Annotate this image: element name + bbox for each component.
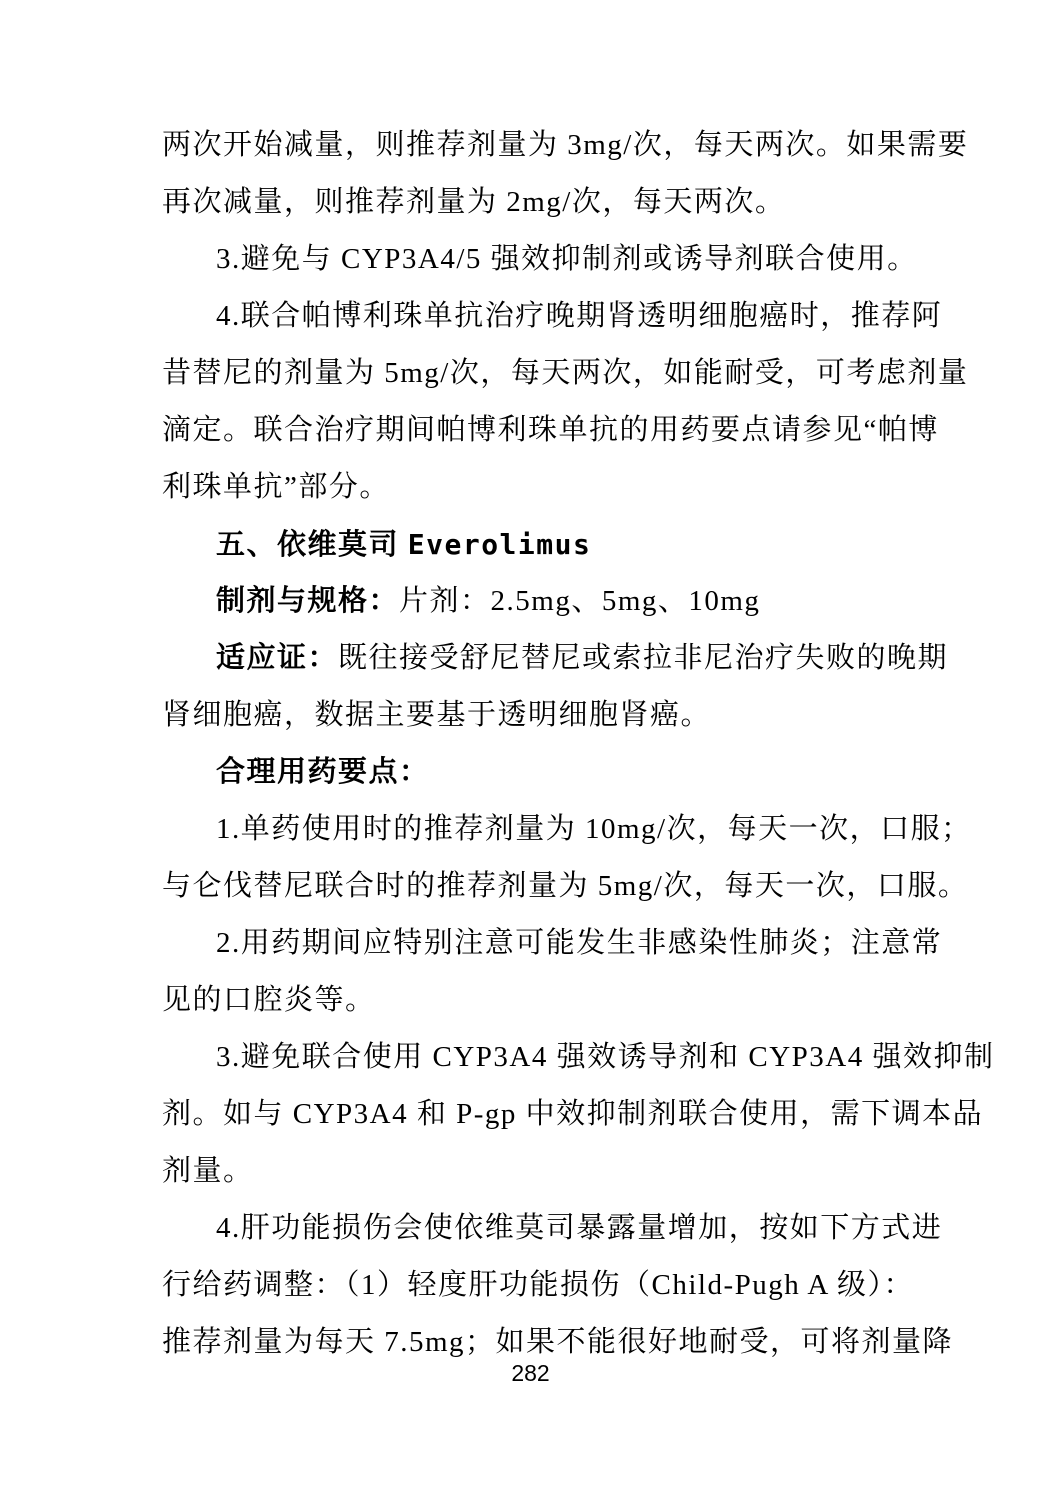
text-run: 滴定。联合治疗期间帕博利珠单抗的用药要点请参见“帕博 bbox=[162, 414, 939, 446]
text-run: 剂量。 bbox=[162, 1155, 254, 1187]
text-run: 合理用药要点： bbox=[216, 756, 430, 788]
text-run: 2.用药期间应特别注意可能发生非感染性肺炎；注意常 bbox=[216, 927, 943, 959]
text-line-7 bbox=[162, 459, 902, 516]
page-number: 282 bbox=[511, 1360, 550, 1386]
text-line-19 bbox=[162, 1143, 902, 1200]
text-run: Everolimus bbox=[407, 528, 592, 561]
text-run: 五、依维莫司 bbox=[216, 529, 408, 561]
text-run: 两次开始减量，则推荐剂量为 3mg/次，每天两次。如果需要 bbox=[162, 129, 969, 161]
text-run: 肾细胞癌，数据主要基于透明细胞肾癌。 bbox=[162, 699, 712, 731]
document-body bbox=[162, 117, 995, 1371]
text-line-2 bbox=[162, 174, 902, 231]
text-run: 3.避免联合使用 CYP3A4 强效诱导剂和 CYP3A4 强效抑制 bbox=[216, 1041, 995, 1073]
text-run: 既往接受舒尼替尼或索拉非尼治疗失败的晚期 bbox=[338, 642, 949, 674]
text-line-21 bbox=[162, 1257, 914, 1314]
text-line-10 bbox=[162, 630, 949, 687]
text-line-13 bbox=[162, 801, 972, 858]
text-run: 4.肝功能损伤会使依维莫司暴露量增加，按如下方式进 bbox=[216, 1212, 943, 1244]
text-run: 片剂：2.5mg、5mg、10mg bbox=[399, 585, 761, 617]
text-run: 适应证： bbox=[216, 642, 339, 674]
text-line-16 bbox=[162, 972, 902, 1029]
text-line-14 bbox=[162, 858, 969, 915]
text-run: 制剂与规格： bbox=[216, 585, 400, 617]
text-run: 行给药调整：（1）轻度肝功能损伤（Child-Pugh A 级）： bbox=[162, 1269, 914, 1301]
text-line-1 bbox=[162, 117, 969, 174]
text-run: 利珠单抗”部分。 bbox=[162, 471, 390, 503]
text-line-17 bbox=[162, 1029, 995, 1086]
text-run: 见的口腔炎等。 bbox=[162, 984, 376, 1016]
text-run: 昔替尼的剂量为 5mg/次，每天两次，如能耐受，可考虑剂量 bbox=[162, 357, 969, 389]
text-line-5 bbox=[162, 345, 969, 402]
text-run: 推荐剂量为每天 7.5mg；如果不能很好地耐受，可将剂量降 bbox=[162, 1326, 954, 1358]
text-line-4 bbox=[162, 288, 943, 345]
text-run: 剂。如与 CYP3A4 和 P-gp 中效抑制剂联合使用，需下调本品 bbox=[162, 1098, 984, 1130]
text-line-15 bbox=[162, 915, 943, 972]
text-line-8 bbox=[162, 516, 902, 573]
text-line-12 bbox=[162, 744, 902, 801]
text-run: 3.避免与 CYP3A4/5 强效抑制剂或诱导剂联合使用。 bbox=[216, 243, 918, 275]
text-line-18 bbox=[162, 1086, 984, 1143]
text-run: 再次减量，则推荐剂量为 2mg/次，每天两次。 bbox=[162, 186, 786, 218]
text-line-20 bbox=[162, 1200, 943, 1257]
text-line-6 bbox=[162, 402, 939, 459]
text-run: 1.单药使用时的推荐剂量为 10mg/次，每天一次，口服； bbox=[216, 813, 972, 845]
text-run: 与仑伐替尼联合时的推荐剂量为 5mg/次，每天一次，口服。 bbox=[162, 870, 969, 902]
text-line-11 bbox=[162, 687, 902, 744]
text-line-9 bbox=[162, 573, 902, 630]
text-run: 4.联合帕博利珠单抗治疗晚期肾透明细胞癌时，推荐阿 bbox=[216, 300, 943, 332]
text-line-3 bbox=[162, 231, 918, 288]
